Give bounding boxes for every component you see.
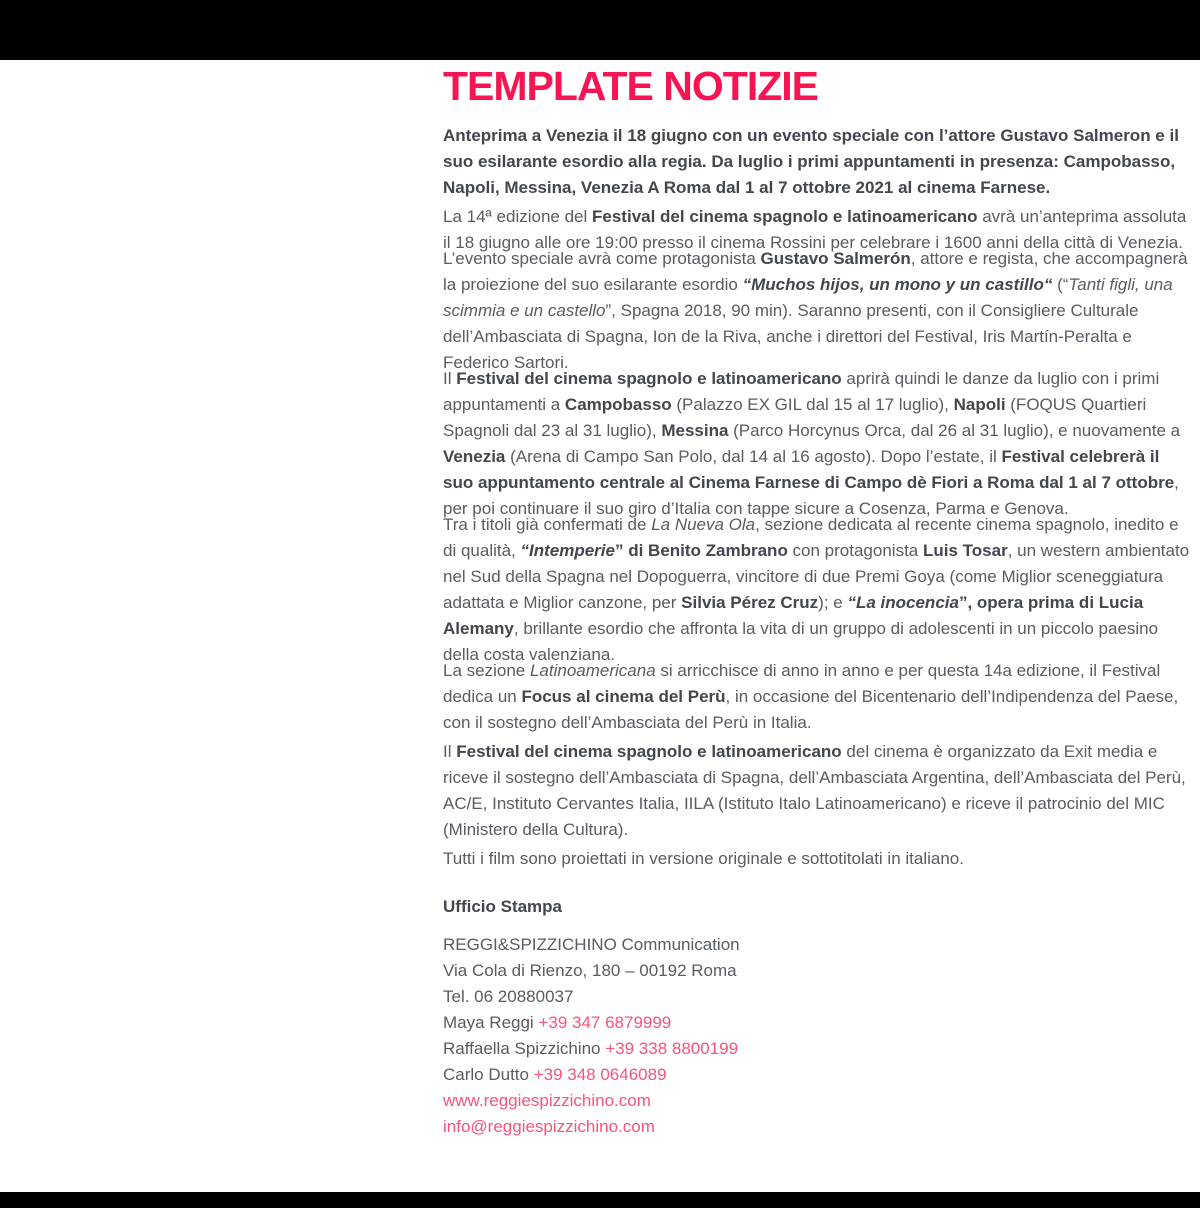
text-run: REGGI&SPIZZICHINO Communication bbox=[443, 935, 740, 954]
text-run: , per poi continuare il suo giro d’Italia con tappe sicure a Cosenza, Parma e Genova. bbox=[443, 473, 1179, 518]
text-run: (Palazzo EX GIL dal 15 al 17 luglio), bbox=[671, 395, 954, 414]
content-column bbox=[443, 60, 1191, 1140]
text-run: , un western ambientato nel Sud della Spagna nel Dopoguerra, vincitore di due Premi Goya (come Miglior sceneggiatura adattata e Miglior canzone, per bbox=[443, 541, 1190, 612]
text-run: “Intemperie bbox=[520, 541, 615, 560]
page-title: TEMPLATE NOTIZIE bbox=[443, 63, 819, 109]
text-run: si arricchisce di anno in anno e per questa 14a edizione, il Festival dedica un bbox=[443, 661, 1161, 706]
text-run: “Muchos hijos, un mono y un castillo“ bbox=[742, 275, 1053, 294]
text-run: Ufficio Stampa bbox=[443, 897, 563, 916]
text-run: Carlo Dutto bbox=[443, 1065, 534, 1084]
text-run: Tel. 06 20880037 bbox=[443, 987, 574, 1006]
press-office-heading bbox=[443, 894, 1191, 920]
text-run: del cinema è organizzato da Exit media e riceve il sostegno dell’Ambasciata di Spagna, dell’Ambasciata Argentina, dell’Ambasciata del Perù, AC/E, Instituto Cervantes Italia, IILA (Istituto Italo Latinoamericano) e riceve il patrocinio del MIC (Ministero della Cultura). bbox=[443, 742, 1186, 839]
text-run: Tanti figli, una scimmia e un castello bbox=[443, 275, 1173, 320]
text-run: , sezione dedicata al recente cinema spagnolo, inedito e di qualità, bbox=[443, 515, 1179, 560]
text-run: Raffaella Spizzichino bbox=[443, 1039, 606, 1058]
text-run: Napoli bbox=[953, 395, 1006, 414]
text-run: avrà un’anteprima assoluta il 18 giugno alle ore 19:00 presso il cinema Rossini per celebrare i 1600 anni della città di Venezia. bbox=[443, 207, 1187, 252]
text-run: Festival del cinema spagnolo e latinoamericano bbox=[592, 207, 978, 226]
text-run: L’evento speciale avrà come protagonista bbox=[443, 249, 761, 268]
text-run: Messina bbox=[661, 421, 729, 440]
phone-link-raffaella-spizzichino[interactable]: +39 338 8800199 bbox=[605, 1039, 739, 1058]
paragraph-evento-speciale bbox=[443, 246, 1191, 376]
paragraph-latinoamericana bbox=[443, 658, 1191, 736]
text-run: Gustavo Salmerón bbox=[760, 249, 911, 268]
press-office-contacts bbox=[443, 932, 1191, 1140]
text-run: “La inocencia bbox=[847, 593, 959, 612]
text-run: con protagonista bbox=[787, 541, 923, 560]
text-run: (Parco Horcynus Orca, dal 26 al 31 luglio), e nuovamente a bbox=[728, 421, 1181, 440]
text-run: Festival del cinema spagnolo e latinoamericano bbox=[456, 742, 842, 761]
text-run: Silvia Pérez Cruz bbox=[681, 593, 819, 612]
text-run: ); e bbox=[818, 593, 848, 612]
lead-paragraph bbox=[443, 123, 1191, 201]
email-link[interactable]: info@reggiespizzichino.com bbox=[443, 1117, 655, 1136]
website-link[interactable]: www.reggiespizzichino.com bbox=[443, 1091, 651, 1110]
text-run: (FOQUS Quartieri Spagnoli dal 23 al 31 luglio), bbox=[443, 395, 1147, 440]
text-run: ”, Spagna 2018, 90 min). Saranno presenti, con il Consigliere Culturale dell’Ambasciata di Spagna, Ion de la Riva, anche i direttori del Festival, Iris Martín-Peralta e Federico Sartori. bbox=[443, 301, 1139, 372]
text-run: , in occasione del Bicentenario dell’Indipendenza del Paese, con il sostegno dell’Ambasciata del Perù in Italia. bbox=[443, 687, 1179, 732]
text-run: Il bbox=[443, 742, 457, 761]
text-run: Venezia bbox=[443, 447, 506, 466]
text-run: La sezione bbox=[443, 661, 530, 680]
text-run: Maya Reggi bbox=[443, 1013, 539, 1032]
text-run: (“ bbox=[1052, 275, 1069, 294]
text-run: , attore e regista, che accompagnerà la proiezione del suo esilarante esordio bbox=[443, 249, 1188, 294]
text-run: ” di Benito Zambrano bbox=[614, 541, 788, 560]
bottom-bar bbox=[0, 1192, 1200, 1208]
paragraph-tappe bbox=[443, 366, 1191, 522]
phone-link-maya-reggi[interactable]: +39 347 6879999 bbox=[538, 1013, 672, 1032]
top-bar bbox=[0, 0, 1200, 60]
text-run: ”, opera prima di Lucia Alemany bbox=[443, 593, 1144, 638]
text-run: Il bbox=[443, 369, 457, 388]
text-run: Via Cola di Rienzo, 180 – 00192 Roma bbox=[443, 961, 737, 980]
text-run: Luis Tosar bbox=[922, 541, 1008, 560]
phone-link-carlo-dutto[interactable]: +39 348 0646089 bbox=[533, 1065, 667, 1084]
text-run: aprirà quindi le danze da luglio con i primi appuntamenti a bbox=[443, 369, 1160, 414]
text-run: Campobasso bbox=[564, 395, 672, 414]
text-run: , brillante esordio che affronta la vita di un gruppo di adolescenti in un piccolo paesino della costa valenziana. bbox=[443, 619, 1159, 664]
paragraph-titoli bbox=[443, 512, 1191, 668]
paragraph-versione-originale bbox=[443, 846, 1191, 872]
text-run: Focus al cinema del Perù bbox=[521, 687, 726, 706]
text-run: La 14ª edizione del bbox=[443, 207, 593, 226]
text-run: Festival celebrerà il suo appuntamento centrale al Cinema Farnese di Campo dè Fiori a Roma dal 1 al 7 ottobre bbox=[443, 447, 1175, 492]
article-body bbox=[443, 123, 1191, 1140]
text-run: Anteprima a Venezia il 18 giugno con un evento speciale con l’attore Gustavo Salmeron e il suo esilarante esordio alla regia. Da luglio i primi appuntamenti in presenza: Campobasso, Napoli, Messina, Venezia A Roma dal 1 al 7 ottobre 2021 al cinema Farnese. bbox=[443, 126, 1179, 197]
text-run: (Arena di Campo San Polo, dal 14 al 16 agosto). Dopo l’estate, il bbox=[505, 447, 1002, 466]
text-run: Tutti i film sono proiettati in versione originale e sottotitolati in italiano. bbox=[443, 849, 964, 868]
text-run: Tra i titoli già confermati de bbox=[443, 515, 652, 534]
text-run: La Nueva Ola bbox=[651, 515, 756, 534]
text-run: Festival del cinema spagnolo e latinoamericano bbox=[456, 369, 842, 388]
paragraph-organizzazione bbox=[443, 739, 1191, 843]
text-run: Latinoamericana bbox=[529, 661, 656, 680]
